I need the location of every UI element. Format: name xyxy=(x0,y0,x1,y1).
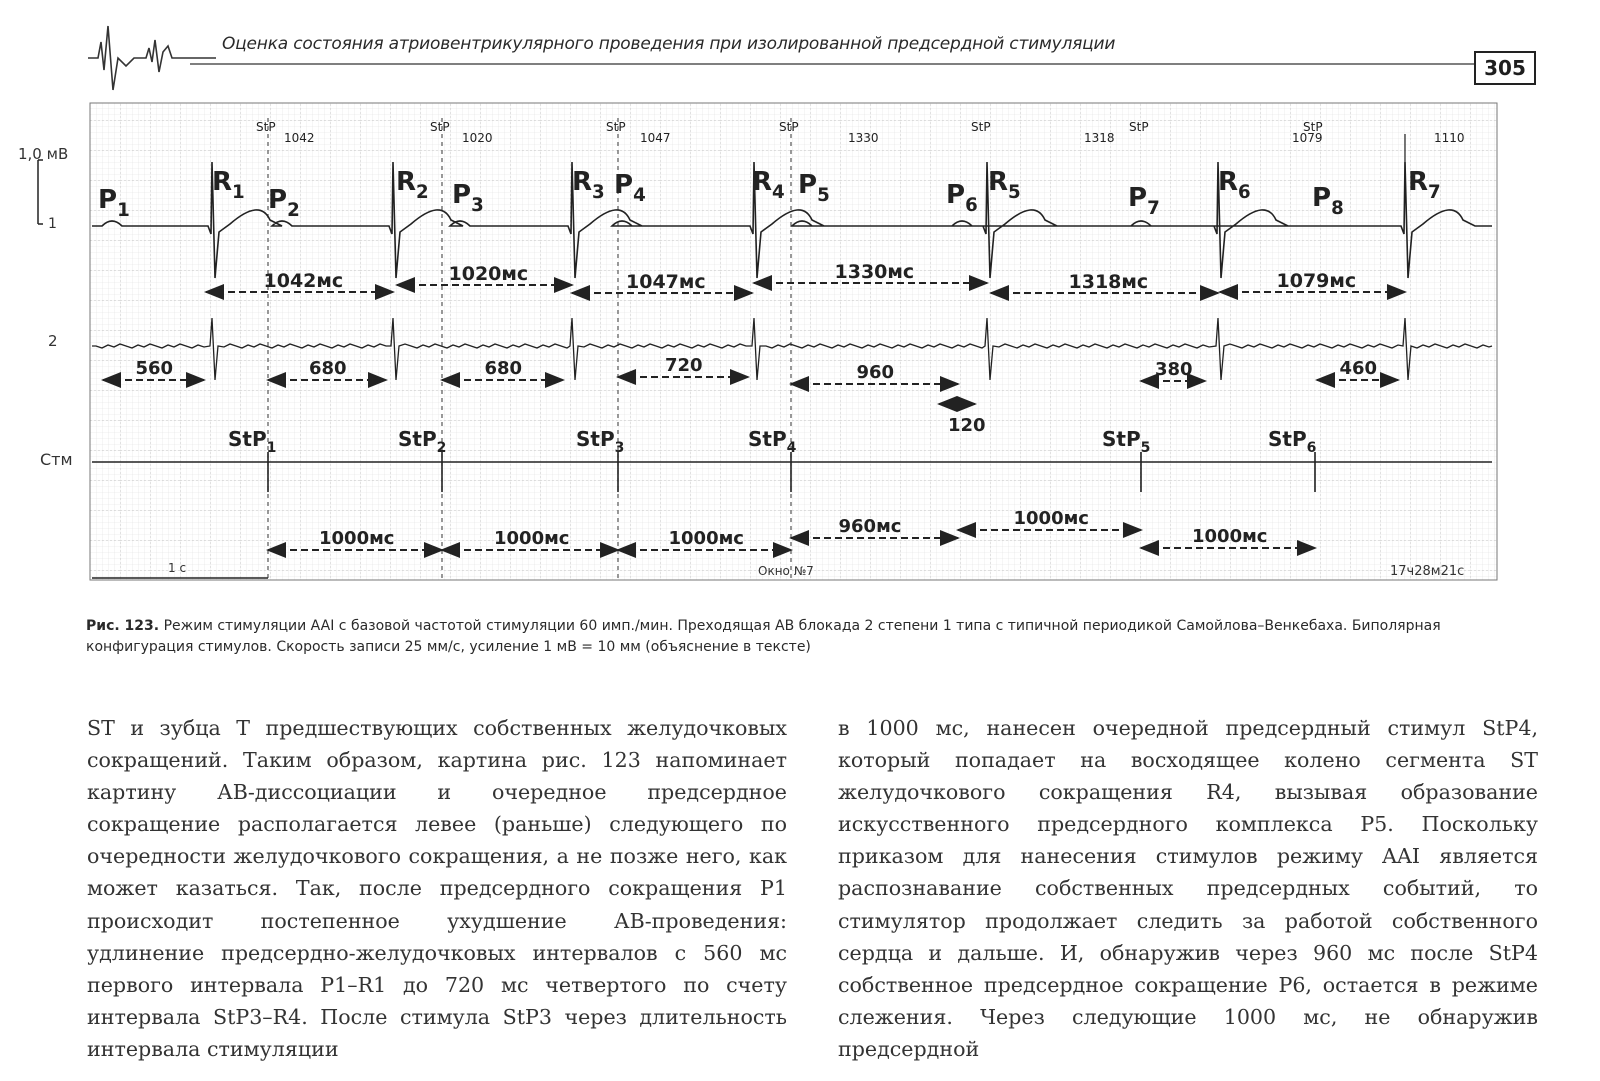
stp-top-marker: StP xyxy=(779,120,799,134)
rr-top-number: 1042 xyxy=(284,131,315,145)
rr-interval-label: 1079мс xyxy=(1276,270,1357,292)
stim-interval-label: 1000мс xyxy=(1192,526,1268,547)
rr-top-number: 1047 xyxy=(640,131,671,145)
right-column-text: в 1000 мс, нанесен очередной предсердный стимул StP4, который попадает на восходящее колено сегмента ST желудочкового сокращения R4, вызывая образование искусственного предсердного комплекса P5. Поскольку приказом для нанесения стимулов режиму AAI является распознавание собственных предсердных событий, то стимулятор продолжает следить за работой собственного сердца и дальше. И, обнаружив через 960 мс после StP4 собственное предсердное сокращение P6, остается в режиме слежения. Через следующие 1000 мс, не обнаружив предсердной xyxy=(838,716,1538,1061)
pr-interval-label: 460 xyxy=(1339,358,1378,379)
stim-pulse-label: StP$_3$ xyxy=(576,427,625,456)
p-wave-label: $P_7$ xyxy=(1128,183,1160,219)
stim-interval-label: 1000мс xyxy=(319,528,395,549)
lead2-label: 2 xyxy=(48,332,58,350)
caption-label: Рис. 123. xyxy=(86,618,160,634)
stim-pulse-label: StP$_4$ xyxy=(748,427,797,456)
rr-top-number: 1079 xyxy=(1292,131,1323,145)
stim-channel-label: Стм xyxy=(40,450,73,469)
body-left-column xyxy=(87,712,787,1065)
p-wave-label: $P_3$ xyxy=(452,180,484,216)
page-number: 305 xyxy=(1474,51,1536,85)
p-wave-label: $P_8$ xyxy=(1312,183,1344,219)
stim-interval-label: 1000мс xyxy=(668,528,744,549)
figure-caption xyxy=(86,616,1546,658)
stp-top-marker: StP xyxy=(256,120,276,134)
left-column-text: ST и зубца T предшествующих собственных желудочковых сокращений. Таким образом, картина рис. 123 напоминает картину АВ-диссоциации и очередное предсердное сокращение располагается левее (раньше) следующего по очередности желудочкового сокращения, а не позже него, как может казаться. Так, после предсердного сокращения P1 происходит постепенное ухудшение АВ-проведения: удлинение предсердно-желудочковых интервалов с 560 мс первого интервала P1–R1 до 720 мс четвертого по счету интервала StP3–R4. После стимула StP3 через длительность интервала стимуляции xyxy=(87,716,787,1061)
ecg-grid xyxy=(90,103,1497,580)
rr-interval-label: 1020мс xyxy=(448,263,529,285)
r-wave-label: $R_5$ xyxy=(988,167,1021,203)
stim-pulse-label: StP$_6$ xyxy=(1268,427,1317,456)
r-wave-label: $R_3$ xyxy=(572,167,605,203)
rr-interval-label: 1318мс xyxy=(1068,271,1149,293)
rr-interval-label: 1047мс xyxy=(626,271,706,293)
rr-top-number: 1020 xyxy=(462,131,493,145)
pr-interval-label: 720 xyxy=(665,355,703,376)
stp-top-marker: StP xyxy=(606,120,626,134)
calibration-label: 1,0 мВ xyxy=(18,145,69,163)
r-wave-label: $R_7$ xyxy=(1408,167,1441,203)
footer-window-label: Окно №7 xyxy=(758,564,814,578)
caption-text: Режим стимуляции AAI с базовой частотой стимуляции 60 имп./мин. Преходящая АВ блокада 2 степени 1 типа с типичной периодикой Самойлова–Венкебаха. Биполярная конфигурация стимулов. Скорость записи 25 мм/с, усиление 1 мВ = 10 мм (объяснение в тексте) xyxy=(86,618,1441,655)
pr-interval-label: 560 xyxy=(135,358,174,379)
running-header-title: Оценка состояния атриовентрикулярного проведения при изолированной предсердной стимуляции xyxy=(222,34,1116,54)
stp-top-marker: StP xyxy=(430,120,450,134)
rr-top-number: 1330 xyxy=(848,131,879,145)
stp-top-marker: StP xyxy=(1303,120,1323,134)
pr-interval-label: 380 xyxy=(1155,359,1193,380)
footer-left-label: 1 с xyxy=(168,561,187,575)
r-wave-label: $R_2$ xyxy=(396,167,429,203)
p-wave-label: $P_2$ xyxy=(268,185,300,221)
r-wave-label: $R_6$ xyxy=(1218,167,1251,203)
p-wave-label: $P_6$ xyxy=(946,180,978,216)
pr-interval-label: 680 xyxy=(309,358,347,379)
rr-interval-label: 1042мс xyxy=(263,270,344,292)
pr-interval-label: 680 xyxy=(484,358,523,379)
body-right-column xyxy=(838,712,1538,1065)
footer-time-label: 17ч28м21с xyxy=(1390,564,1465,579)
stim-pulse-label: StP$_5$ xyxy=(1102,427,1151,456)
stim-pulse-label: StP$_2$ xyxy=(398,427,447,456)
calibration-mark xyxy=(38,160,43,224)
stim-pulse-label: StP$_1$ xyxy=(228,427,277,456)
small-interval-label: 120 xyxy=(948,415,986,436)
rr-top-number: 1318 xyxy=(1084,131,1115,145)
r-wave-label: $R_1$ xyxy=(212,167,245,203)
lead1-label: 1 xyxy=(48,216,57,232)
rr-top-number: 1110 xyxy=(1434,131,1465,145)
p-wave-label: $P_4$ xyxy=(614,170,646,206)
stim-interval-label: 1000мс xyxy=(494,528,570,549)
p-wave-label: $P_5$ xyxy=(798,170,830,206)
stim-interval-label: 1000мс xyxy=(1013,508,1089,529)
p-wave-label: $P_1$ xyxy=(98,185,130,221)
stp-top-marker: StP xyxy=(1129,120,1149,134)
stim-interval-label: 960мс xyxy=(838,516,902,537)
rr-interval-label: 1330мс xyxy=(834,261,915,283)
header-ecg-logo xyxy=(88,26,216,90)
pr-interval-label: 960 xyxy=(856,362,895,383)
stp-top-marker: StP xyxy=(971,120,991,134)
r-wave-label: $R_4$ xyxy=(752,167,785,203)
